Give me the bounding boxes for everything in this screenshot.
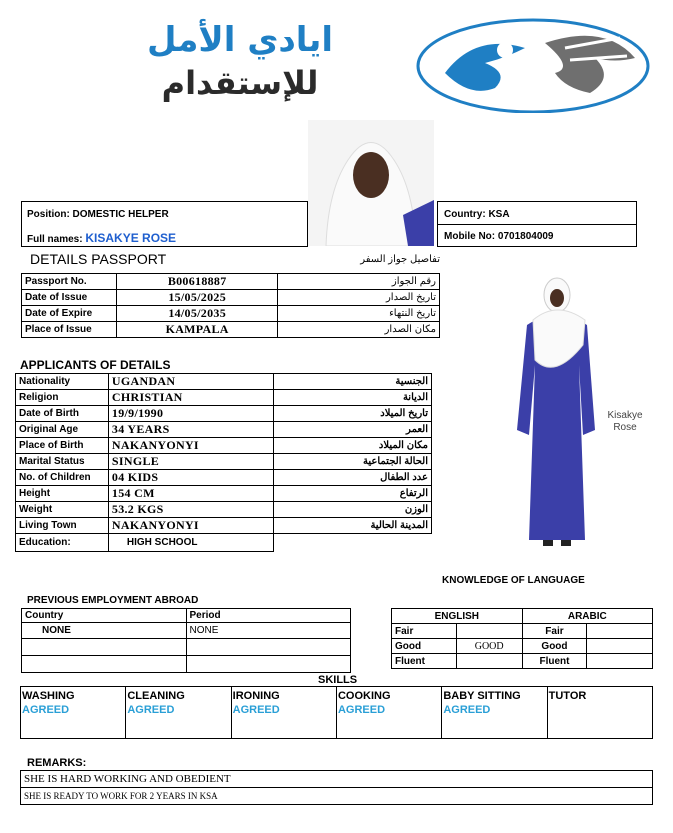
- mobile-text: Mobile No: 0701804009: [444, 231, 554, 242]
- applicant-value: NAKANYONYI: [108, 438, 274, 454]
- education-label: Education:: [16, 534, 109, 552]
- passport-label: Passport No.: [22, 274, 117, 290]
- logo-text-line1: ايادي الأمل: [146, 20, 333, 60]
- passport-title: DETAILS PASSPORT: [30, 251, 167, 267]
- passport-table: [21, 273, 440, 338]
- employment-country-value: NONE: [22, 623, 187, 639]
- country-text: Country: KSA: [444, 209, 510, 220]
- arabic-level-good: Good: [522, 639, 587, 654]
- remarks-line-1: SHE IS HARD WORKING AND OBEDIENT: [21, 771, 653, 788]
- applicant-row: [16, 406, 432, 422]
- employment-period-header: Period: [186, 609, 350, 623]
- applicant-row: [16, 502, 432, 518]
- arabic-level-fair: Fair: [522, 624, 587, 639]
- applicant-label-ar: الحالة الجتماعية: [274, 454, 432, 470]
- skill-cell: [231, 687, 336, 739]
- applicant-row: [16, 486, 432, 502]
- passport-label-ar: تاريخ النتهاء: [278, 306, 440, 322]
- skill-cell: [442, 687, 547, 739]
- applicant-label-ar: المدينة الحالية: [274, 518, 432, 534]
- photo-caption: [600, 410, 650, 434]
- passport-label-ar: تاريخ الصدار: [278, 290, 440, 306]
- remarks-line-2: SHE IS READY TO WORK FOR 2 YEARS IN KSA: [21, 788, 653, 805]
- applicant-value: SINGLE: [108, 454, 274, 470]
- english-fair-value: [456, 624, 522, 639]
- applicant-label: Original Age: [16, 422, 109, 438]
- english-good-value: GOOD: [456, 639, 522, 654]
- applicant-title: APPLICANTS OF DETAILS: [20, 358, 171, 372]
- language-table: [391, 608, 653, 669]
- passport-label-ar: مكان الصدار: [278, 322, 440, 338]
- applicant-label-ar: الجنسية: [274, 374, 432, 390]
- full-body-photo: [505, 270, 605, 555]
- skill-status: AGREED: [232, 704, 280, 716]
- fullname-row: [27, 231, 176, 245]
- applicant-value: 34 YEARS: [108, 422, 274, 438]
- language-arabic-header: ARABIC: [522, 609, 652, 624]
- skill-cell: [547, 687, 652, 739]
- passport-row: [22, 274, 440, 290]
- applicant-label: Marital Status: [16, 454, 109, 470]
- applicant-row: [16, 374, 432, 390]
- english-level-good: Good: [392, 639, 457, 654]
- applicant-row: [16, 518, 432, 534]
- applicant-label: Weight: [16, 502, 109, 518]
- employment-title: PREVIOUS EMPLOYMENT ABROAD: [27, 595, 199, 606]
- arabic-fluent-value: [587, 654, 653, 669]
- applicant-label: No. of Children: [16, 470, 109, 486]
- applicant-value: 04 KIDS: [108, 470, 274, 486]
- passport-value: 14/05/2035: [116, 306, 278, 322]
- hands-logo-icon: [415, 18, 650, 113]
- skill-name: TUTOR: [548, 690, 587, 702]
- applicant-value: UGANDAN: [108, 374, 274, 390]
- passport-value: B00618887: [116, 274, 278, 290]
- arabic-good-value: [587, 639, 653, 654]
- education-row: [16, 534, 432, 552]
- remarks-title: REMARKS:: [27, 757, 87, 769]
- position-text: Position: DOMESTIC HELPER: [27, 209, 169, 220]
- skill-name: CLEANING: [127, 690, 185, 702]
- skill-cell: [126, 687, 231, 739]
- passport-row: [22, 322, 440, 338]
- applicant-label-ar: مكان الميلاد: [274, 438, 432, 454]
- passport-label: Date of Issue: [22, 290, 117, 306]
- passport-row: [22, 290, 440, 306]
- applicant-value: 53.2 KGS: [108, 502, 274, 518]
- skill-status: AGREED: [22, 704, 70, 716]
- english-fluent-value: [456, 654, 522, 669]
- applicant-row: [16, 438, 432, 454]
- applicant-label: Height: [16, 486, 109, 502]
- language-english-header: ENGLISH: [392, 609, 523, 624]
- skill-status: AGREED: [443, 704, 491, 716]
- passport-row: [22, 306, 440, 322]
- applicant-label-ar: الوزن: [274, 502, 432, 518]
- applicant-label-ar: الديانة: [274, 390, 432, 406]
- skill-name: WASHING: [22, 690, 75, 702]
- fullname-label: Full names:: [27, 234, 86, 245]
- skill-name: BABY SITTING: [443, 690, 521, 702]
- applicant-label-ar: تاريخ الميلاد: [274, 406, 432, 422]
- applicant-value: 19/9/1990: [108, 406, 274, 422]
- education-value: HIGH SCHOOL: [108, 534, 274, 552]
- applicant-label-ar: عدد الطفال: [274, 470, 432, 486]
- photo-caption-text: Kisakye Rose: [607, 410, 643, 433]
- skill-cell: [336, 687, 441, 739]
- passport-label-ar: رقم الجواز: [278, 274, 440, 290]
- skill-status: AGREED: [337, 704, 386, 716]
- passport-value: 15/05/2025: [116, 290, 278, 306]
- passport-label: Place of Issue: [22, 322, 117, 338]
- applicant-label: Place of Birth: [16, 438, 109, 454]
- employment-country-header: Country: [22, 609, 187, 623]
- applicant-label-ar: العمر: [274, 422, 432, 438]
- skills-table: [20, 686, 653, 739]
- applicant-label: Date of Birth: [16, 406, 109, 422]
- agency-logo: [60, 18, 650, 113]
- applicant-value: NAKANYONYI: [108, 518, 274, 534]
- english-level-fluent: Fluent: [392, 654, 457, 669]
- skill-name: COOKING: [337, 690, 391, 702]
- arabic-level-fluent: Fluent: [522, 654, 587, 669]
- applicant-label: Living Town: [16, 518, 109, 534]
- logo-text-line2: للإستقدام: [161, 64, 319, 102]
- applicant-label: Nationality: [16, 374, 109, 390]
- employment-period-value: NONE: [186, 623, 350, 639]
- language-title: KNOWLEDGE OF LANGUAGE: [442, 575, 585, 586]
- applicant-table: [15, 373, 432, 552]
- headshot-photo: [308, 120, 434, 246]
- skills-title: SKILLS: [318, 674, 358, 686]
- skill-cell: [21, 687, 126, 739]
- passport-label: Date of Expire: [22, 306, 117, 322]
- applicant-row: [16, 470, 432, 486]
- applicant-label-ar: الرتفاع: [274, 486, 432, 502]
- applicant-value: CHRISTIAN: [108, 390, 274, 406]
- applicant-row: [16, 422, 432, 438]
- remarks-table: [20, 770, 653, 805]
- skill-name: IRONING: [232, 690, 280, 702]
- employment-table: [21, 608, 351, 673]
- english-level-fair: Fair: [392, 624, 457, 639]
- applicant-value: 154 CM: [108, 486, 274, 502]
- skill-status: AGREED: [127, 704, 175, 716]
- passport-value: KAMPALA: [116, 322, 278, 338]
- arabic-fair-value: [587, 624, 653, 639]
- applicant-label: Religion: [16, 390, 109, 406]
- passport-title-ar: تفاصيل جواز السفر: [360, 254, 440, 265]
- fullname-value: KISAKYE ROSE: [85, 231, 177, 245]
- applicant-row: [16, 390, 432, 406]
- applicant-row: [16, 454, 432, 470]
